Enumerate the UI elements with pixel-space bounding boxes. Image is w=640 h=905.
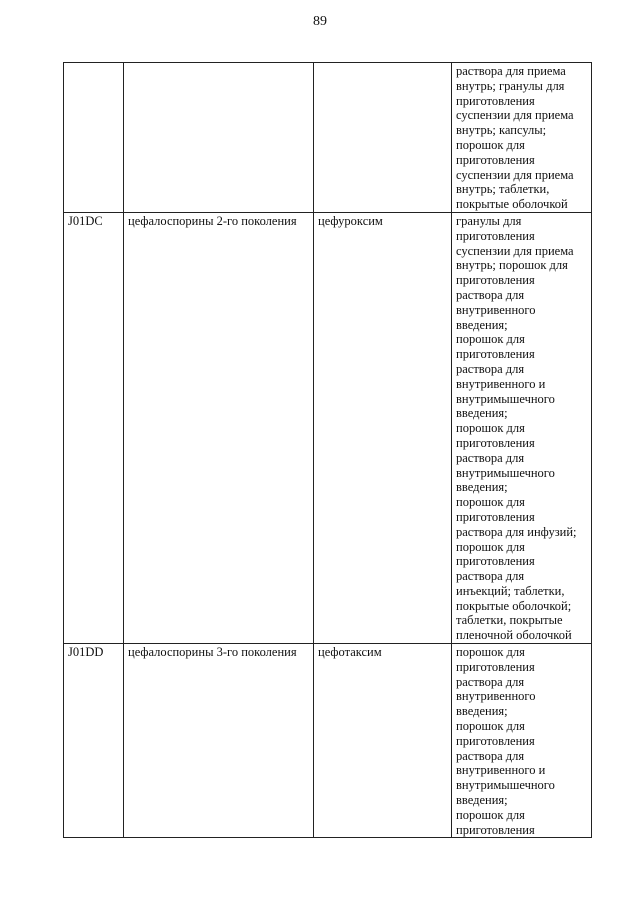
page-number: 89 (313, 14, 327, 29)
drug-group-cell: цефалоспорины 2-го поколения (124, 212, 314, 643)
atc-code-cell (64, 63, 124, 213)
drug-name-cell (314, 63, 452, 213)
dosage-forms-cell: порошок для приготовления раствора для внутривенного введения; порошок для приготовления раствора для внутривенного и внутримышечного введения; порошок для приготовления (452, 644, 592, 838)
drug-table (63, 62, 592, 838)
atc-code-cell: J01DC (64, 212, 124, 643)
atc-code-cell: J01DD (64, 644, 124, 838)
drug-name-cell: цефуроксим (314, 212, 452, 643)
dosage-forms-cell: раствора для приема внутрь; гранулы для приготовления суспензии для приема внутрь; капсулы; порошок для приготовления суспензии для приема внутрь; таблетки, покрытые оболочкой (452, 63, 592, 213)
dosage-forms-cell: гранулы для приготовления суспензии для приема внутрь; порошок для приготовления раствора для внутривенного введения; порошок для приготовления раствора для внутривенного и внутримышечного введения; порошок для приготовления раствора для внутримышечного введения; порошок для приготовления раствора для инфузий; порошок для приготовления раствора для инъекций; таблетки, покрытые оболочкой; таблетки, покрытые пленочной оболочкой (452, 212, 592, 643)
drug-group-cell: цефалоспорины 3-го поколения (124, 644, 314, 838)
drug-name-cell: цефотаксим (314, 644, 452, 838)
drug-group-cell (124, 63, 314, 213)
table-row (64, 63, 592, 213)
table-row (64, 644, 592, 838)
table-row (64, 212, 592, 643)
